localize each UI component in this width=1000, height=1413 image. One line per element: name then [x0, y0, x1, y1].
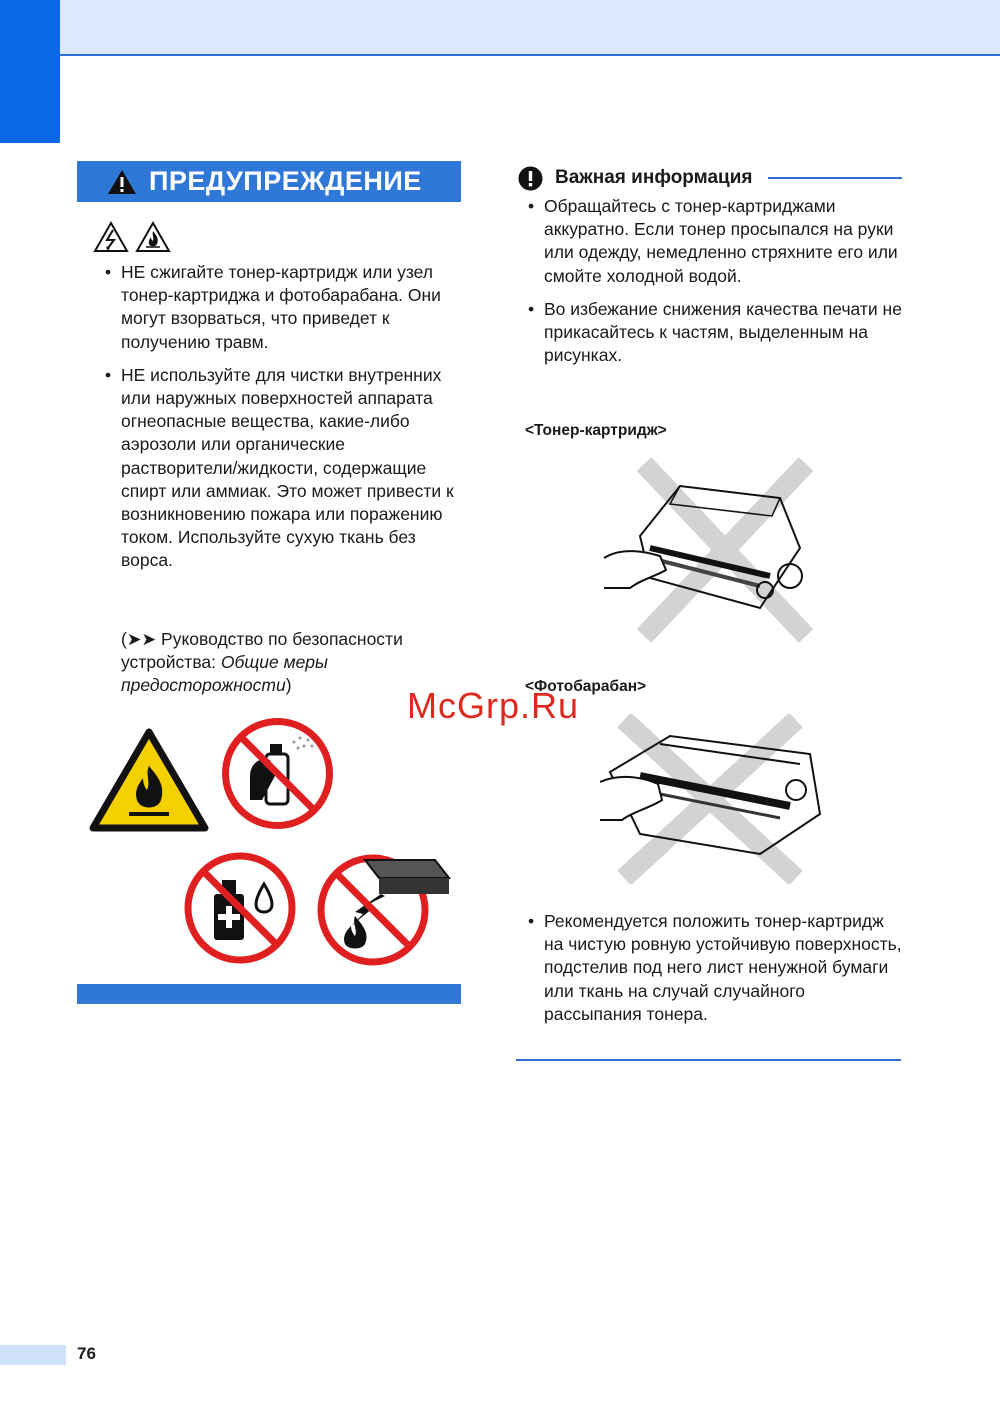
warning-triangle-icon: [107, 169, 137, 195]
list-item: [528, 195, 904, 288]
ref-italic: Общие меры предосторожности: [121, 652, 328, 696]
header-line: [768, 177, 902, 179]
fire-hazard-icon: [135, 221, 171, 253]
no-burning-cartridge-icon: [315, 850, 455, 968]
bullet-dot: •: [528, 196, 535, 216]
important-bullets: [528, 195, 904, 367]
no-alcohol-liquid-icon: [182, 850, 298, 966]
footer-band: [0, 1345, 66, 1365]
ref-text: Руководство по безопасности устройства:: [121, 629, 403, 673]
list-item: [528, 910, 904, 1026]
important-title: Важная информация: [555, 167, 753, 188]
electric-hazard-icon: [93, 221, 129, 253]
important-last-bullet: [528, 910, 904, 1026]
chapter-tab: [0, 0, 60, 143]
toner-caption: <Тонер-картридж>: [525, 422, 667, 439]
bullet-dot: •: [105, 262, 112, 282]
bullet-dot: •: [528, 298, 535, 319]
double-arrow-icon: ➤➤: [126, 629, 157, 649]
important-icon: [518, 166, 543, 191]
flammable-warning-icon: [89, 728, 209, 832]
list-item-text: Рекомендуется положить тонер-картридж на чистую ровную устойчивую поверхность, подстелив под него лист ненужной бумаги или ткань на случай случайного рассыпания тонера.: [544, 911, 902, 1024]
ref-prefix: (: [121, 629, 127, 649]
header-rule: [60, 54, 1000, 56]
list-item: [105, 261, 466, 354]
list-item: [105, 364, 466, 573]
warning-title: ПРЕДУПРЕЖДЕНИЕ: [149, 166, 422, 196]
bullet-dot: •: [105, 364, 112, 385]
ref-suffix: ): [285, 675, 292, 696]
drum-unit-illustration: [600, 714, 840, 884]
page-number: 76: [77, 1344, 96, 1363]
header-band: [0, 0, 1000, 55]
list-item-text: НЕ используйте для чистки внутренних или наружных поверхностей аппарата огнеопасные вещества, какие-либо аэрозоли или органические растворители/жидкости, содержащие спирт или аммиак. Это может привести к возникновению пожара или поражению током. Используйте сухую ткань без ворса.: [121, 364, 454, 571]
bullet-dot: •: [528, 911, 535, 931]
important-bottom-rule: [516, 1059, 901, 1061]
list-item: [528, 298, 904, 368]
no-aerosol-icon: [220, 716, 335, 831]
warning-footer-bar: [77, 984, 461, 1004]
list-item-text: Обращайтесь с тонер-картриджами аккуратно. Если тонер просыпался на руки или одежду, немедленно стряхните его или смойте холодной водой.: [544, 196, 898, 286]
toner-cartridge-illustration: [600, 458, 840, 642]
warning-header: [77, 161, 461, 202]
drum-caption: <Фотобарабан>: [525, 678, 647, 695]
important-header: [518, 165, 902, 191]
list-item-text: Во избежание снижения качества печати не прикасайтесь к частям, выделенным на рисунках.: [544, 298, 902, 366]
warning-bullets: [105, 261, 466, 573]
hazard-icons: [93, 221, 171, 253]
watermark: McGrp.Ru: [407, 685, 580, 726]
list-item-text: НЕ сжигайте тонер-картридж или узел тонер-картриджа и фотобарабана. Они могут взорваться, что приведет к получению травм.: [121, 262, 441, 352]
